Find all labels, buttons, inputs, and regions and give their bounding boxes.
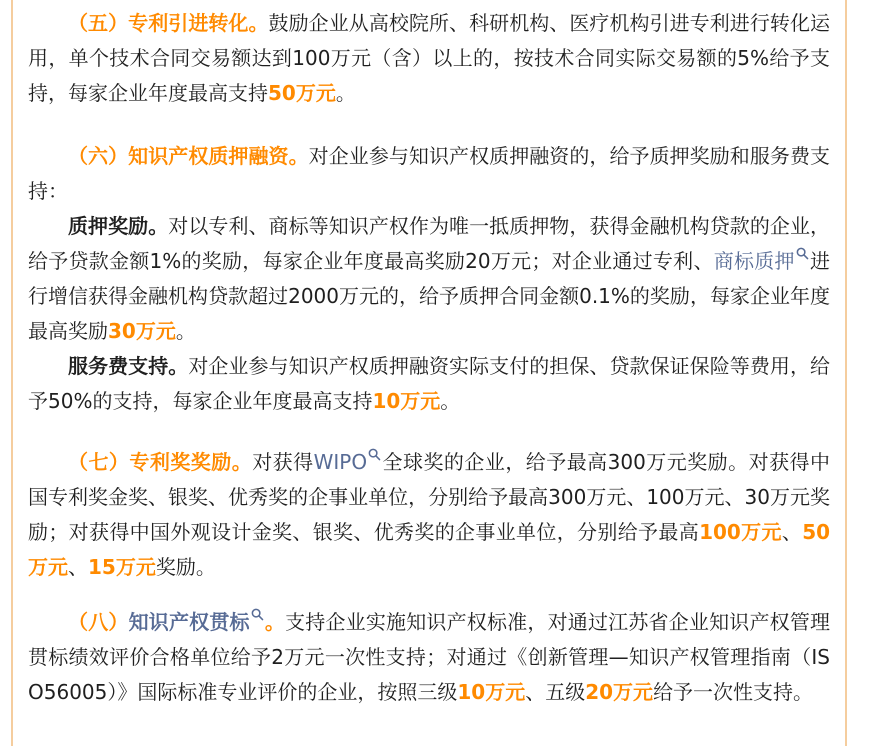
- text-run: 15万元: [88, 555, 156, 579]
- text-run: 对以专利、商标等知识产权作为唯一抵质押物，获得金融机构贷款的企业，给予贷款金额1%的奖励，每家企业年度最高奖励20万元；对企业通过专利、: [28, 214, 831, 273]
- text-run: （六）知识产权质押融资。: [68, 144, 309, 168]
- section-6-ip-pledge-financing: [28, 139, 830, 209]
- text-run: 对企业参与知识产权质押融资的，给予质押奖励和服务费支持：: [28, 144, 831, 203]
- text-run: 、: [68, 555, 88, 579]
- search-icon[interactable]: [251, 608, 264, 621]
- text-run: 10万元: [372, 389, 441, 413]
- text-run: 给予一次性支持。: [653, 680, 814, 704]
- article-body: [28, 6, 830, 710]
- pledge-reward-paragraph: [28, 209, 830, 349]
- text-run: 进行增信获得金融机构贷款超过2000万元的，给予质押合同金额0.1%的奖励，每家企业年度最高奖励: [28, 249, 831, 343]
- text-run: 对企业参与知识产权质押融资实际支付的担保、贷款保证保险等费用，给予50%的支持，每家企业年度最高支持: [28, 354, 831, 413]
- text-run: 50万元: [28, 520, 831, 579]
- text-run: （八）: [68, 610, 129, 634]
- text-run: 、: [781, 520, 803, 544]
- left-accent-line: [11, 0, 13, 746]
- text-run: 对获得: [252, 450, 314, 474]
- text-run: 50万元: [268, 81, 336, 105]
- text-run: 。: [264, 610, 286, 634]
- service-fee-support-paragraph: [28, 349, 830, 419]
- link-trademark-pledge[interactable]: 商标质押: [713, 249, 795, 273]
- text-run: 服务费支持。: [68, 354, 189, 378]
- text-run: 全球奖的企业，给予最高300万元奖励。对获得中国专利奖金奖、银奖、优秀奖的企事业单位，分别给予最高300万元、100万元、30万元奖励；对获得中国外观设计金奖、银奖、优秀奖的企事业单位，分别给予最高: [28, 450, 831, 544]
- link-wipo[interactable]: WIPO: [313, 450, 368, 474]
- text-run: 10万元: [457, 680, 526, 704]
- text-run: 20万元: [585, 680, 654, 704]
- text-run: 、五级: [525, 680, 586, 704]
- text-run: 。: [175, 319, 196, 343]
- search-icon[interactable]: [368, 448, 381, 461]
- text-run: 质押奖励。: [68, 214, 169, 238]
- link-ip-standard[interactable]: 知识产权贯标: [128, 610, 250, 634]
- section-7-patent-award: [28, 445, 830, 585]
- text-run: 30万元: [108, 319, 176, 343]
- text-run: 。: [335, 81, 356, 105]
- text-run: 鼓励企业从高校院所、科研机构、医疗机构引进专利进行转化运用，单个技术合同交易额达到100万元（含）以上的，按技术合同实际交易额的5%给予支持，每家企业年度最高支持: [28, 11, 831, 105]
- right-accent-line: [845, 0, 847, 746]
- text-run: 100万元: [699, 520, 782, 544]
- text-run: 奖励。: [155, 555, 216, 579]
- text-run: 。: [440, 389, 461, 413]
- text-run: （七）专利奖奖励。: [68, 450, 253, 474]
- search-icon[interactable]: [796, 247, 809, 260]
- section-8-ip-standard-implementation: [28, 605, 830, 710]
- text-run: 支持企业实施知识产权标准，对通过江苏省企业知识产权管理贯标绩效评价合格单位给予2万元一次性支持；对通过《创新管理—知识产权管理指南（ISO56005）》国际标准专业评价的企业，按照三级: [28, 610, 831, 704]
- text-run: （五）专利引进转化。: [68, 11, 269, 35]
- section-5-patent-introduction: [28, 6, 830, 111]
